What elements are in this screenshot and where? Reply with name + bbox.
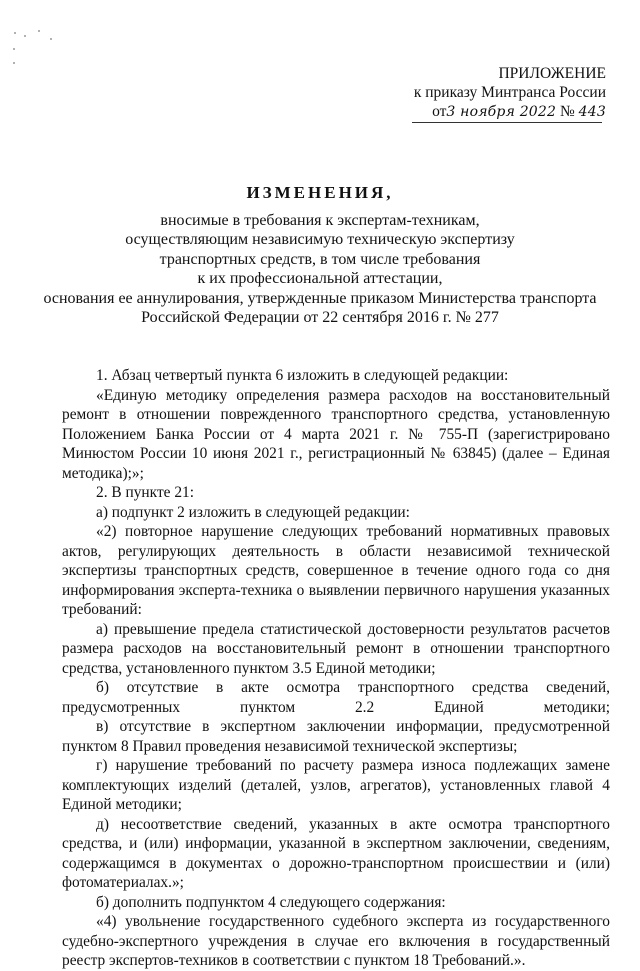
paragraph: б) дополнить подпунктом 4 следующего содержания:: [96, 893, 446, 911]
title-heading: ИЗМЕНЕНИЯ,: [246, 183, 394, 202]
title-line: вносимые в требования к экспертам-техникам,: [160, 211, 480, 229]
title-line: транспортных средств, в том числе требования: [159, 250, 481, 268]
paragraph: в) отсутствие в экспертном заключении информации, предусмотренной пунктом 8 Правил проведения независимой технической экспертизы;: [62, 718, 610, 755]
paragraph: «4) увольнение государственного судебного эксперта из государственного судебно-экспертного учреждения в случае его включения в государственный реестр экспертов-техников в соответствии с пунктом 18 Требований.».: [62, 913, 610, 969]
paragraph: 1. Абзац четвертый пункта 6 изложить в следующей редакции:: [96, 367, 509, 384]
paragraph: б) отсутствие в акте осмотра транспортного средства сведений, предусмотренных пунктом 2.2 Единой методики;: [62, 679, 610, 716]
title-line: осуществляющим независимую техническую экспертизу: [125, 231, 515, 248]
paragraph: «2) повторное нарушение следующих требований нормативных правовых актов, регулирующих деятельность в области независимой технической экспертизы транспортных средств, совершенное в течение одного года со дня информирования эксперта-техника о выявлении первичного нарушения указанных требований:: [62, 523, 610, 618]
document-body: [62, 366, 610, 971]
paragraph: а) подпункт 2 изложить в следующей редакции:: [96, 503, 410, 521]
appendix-title: ПРИЛОЖЕНИЕ: [498, 65, 606, 82]
appendix-order-ref: к приказу Минтранса России: [413, 84, 606, 101]
paragraph: д) несоответствие сведений, указанных в акте осмотра транспортного средства, и (или) информации, указанной в экспертном заключении, сведениям, содержащимся в документах о дорожно-транспортном происшествии и (или) фотоматериалах.»;: [62, 815, 610, 891]
title-line: Российской Федерации от 22 сентября 2016 г. № 277: [141, 309, 499, 326]
paragraph: г) нарушение требований по расчету размера износа подлежащих замене комплектующих изделий (деталей, узлов, агрегатов), установленных главой 4 Единой методики;: [62, 757, 610, 813]
appendix-header: [366, 64, 606, 124]
document-title: [40, 183, 600, 328]
number-label: №: [560, 103, 575, 120]
paragraph: а) превышение предела статистической достоверности результатов расчетов размера расходов на восстановительный ремонт в отношении транспортного средства, установленного пунктом 3.5 Единой методики;: [62, 620, 610, 677]
appendix-date-number: [366, 102, 606, 124]
from-label: от: [432, 103, 447, 120]
paragraph: 2. В пункте 21:: [96, 484, 195, 501]
signature-underline: [412, 122, 602, 123]
paragraph: «Единую методику определения размера расходов на восстановительный ремонт в отношении поврежденного транспортного средства, установленную Положением Банка России от 4 марта 2021 г. № 755-П (зарегистрировано Минюстом России 10 июня 2021 г., регистрационный № 63845) (далее – Единая методика);»;: [62, 386, 610, 482]
title-line: основания ее аннулирования, утвержденные приказом Министерства транспорта: [43, 289, 597, 307]
handwritten-date: 3 ноября 2022: [446, 104, 557, 120]
title-line: к их профессиональной аттестации,: [197, 270, 443, 287]
handwritten-number: 443: [578, 104, 606, 120]
